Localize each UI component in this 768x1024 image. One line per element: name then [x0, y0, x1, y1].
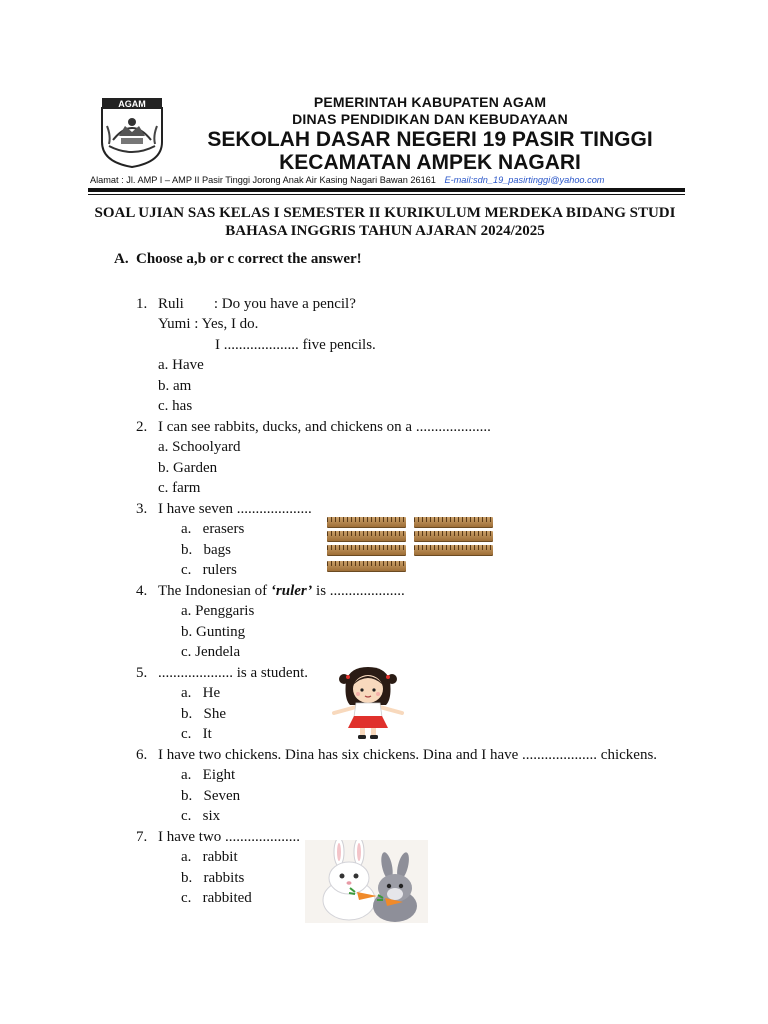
question-text: .................... is a student. — [158, 665, 308, 681]
agam-emblem-icon — [99, 96, 165, 168]
schoolgirl-picture — [326, 665, 410, 740]
agam-logo — [99, 96, 165, 168]
question-number: 5. — [136, 665, 148, 681]
ruler-icon — [414, 545, 493, 556]
answer-option[interactable]: c. rabbited — [181, 890, 252, 906]
answer-option[interactable]: a. Schoolyard — [158, 439, 241, 455]
answer-option[interactable]: c. It — [181, 726, 212, 742]
question-number: 3. — [136, 501, 148, 517]
exam-title: SOAL UJIAN SAS KELAS I SEMESTER II KURIKULUM MERDEKA BIDANG STUDI — [94, 205, 676, 221]
answer-option[interactable]: a. erasers — [181, 521, 245, 537]
ruler-icon — [414, 517, 493, 528]
answer-option[interactable]: b. She — [181, 706, 226, 722]
answer-option[interactable]: c. rulers — [181, 562, 237, 578]
ruler-icon — [414, 531, 493, 542]
question-text: Yumi : Yes, I do. — [158, 316, 259, 332]
logo-text: AGAM — [118, 99, 146, 109]
header-department: DINAS PENDIDIKAN DAN KEBUDAYAAN — [292, 111, 568, 127]
question-text-end: is .................... — [312, 583, 405, 599]
question-number: 1. — [136, 296, 148, 312]
question-number: 2. — [136, 419, 148, 435]
ruler-icon — [327, 545, 406, 556]
answer-option[interactable]: a. rabbit — [181, 849, 238, 865]
question-text: I have seven .................... — [158, 501, 312, 517]
answer-option[interactable]: c. Jendela — [181, 644, 241, 660]
question-text-start: The Indonesian of — [158, 583, 271, 599]
ruler-icon — [327, 531, 406, 542]
answer-option[interactable]: a. Eight — [181, 767, 236, 783]
answer-option[interactable]: b. Gunting — [181, 624, 246, 640]
question-text: I .................... five pencils. — [215, 337, 376, 353]
rabbits-picture — [305, 840, 428, 923]
ruler-icon — [327, 517, 406, 528]
answer-option[interactable]: c. six — [181, 808, 221, 824]
address-text: Alamat : Jl. AMP I – AMP II Pasir Tinggi Jorong Anak Air Kasing Nagari Bawan 26161 — [90, 175, 436, 185]
header-school-name: SEKOLAH DASAR NEGERI 19 PASIR TINGGI — [207, 128, 653, 151]
email-link[interactable]: E-mail:sdn_19_pasirtinggi@yahoo.com — [444, 175, 605, 185]
question-text — [158, 583, 405, 600]
header-divider — [88, 188, 685, 192]
answer-option[interactable]: a. He — [181, 685, 221, 701]
answer-option[interactable]: b. rabbits — [181, 870, 245, 886]
question-number: 7. — [136, 829, 148, 845]
answer-option[interactable]: a. Have — [158, 357, 204, 373]
answer-option[interactable]: b. Seven — [181, 788, 241, 804]
answer-option[interactable]: b. am — [158, 378, 192, 394]
header-divider-thin — [88, 194, 685, 195]
question-number: 6. — [136, 747, 148, 763]
section-letter: A. — [114, 251, 129, 267]
emphasized-word: ‘ruler’ — [270, 583, 313, 599]
answer-option[interactable]: b. bags — [181, 542, 231, 558]
ruler-icon — [327, 561, 406, 572]
answer-option[interactable]: a. Penggaris — [181, 603, 255, 619]
question-text: Ruli : Do you have a pencil? — [158, 296, 356, 312]
header-district: KECAMATAN AMPEK NAGARI — [279, 151, 581, 174]
question-number: 4. — [136, 583, 148, 599]
section-heading — [114, 251, 362, 268]
address-line — [90, 175, 604, 185]
question-text: I have two chickens. Dina has six chickens. Dina and I have .................... chickens. — [158, 747, 658, 763]
answer-option[interactable]: c. has — [158, 398, 193, 414]
header-government: PEMERINTAH KABUPATEN AGAM — [313, 94, 547, 110]
answer-option[interactable]: c. farm — [158, 480, 201, 496]
exam-subtitle: BAHASA INGGRIS TAHUN AJARAN 2024/2025 — [225, 223, 545, 239]
question-text: I have two .................... — [158, 829, 301, 845]
question-text: I can see rabbits, ducks, and chickens on a .................... — [158, 419, 491, 435]
answer-option[interactable]: b. Garden — [158, 460, 218, 476]
section-instruction: Choose a,b or c correct the answer! — [136, 251, 362, 267]
